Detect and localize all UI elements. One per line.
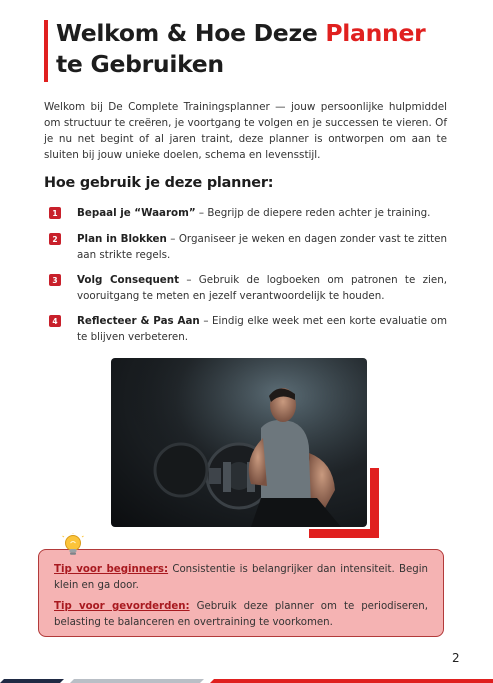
tip-text: Gebruik deze planner om te periodiseren, belasting te balanceren en overtraining te voorkomen. bbox=[54, 601, 428, 628]
step-description: – Eindig elke week met een korte evaluatie om te blijven verbeteren. bbox=[77, 315, 447, 343]
step-description: – Organiseer je weken en dagen zonder vast te zitten aan strikte regels. bbox=[77, 233, 448, 261]
step-label: Volg Consequent bbox=[77, 274, 180, 286]
step-description: – Begrijp de diepere reden achter je training. bbox=[195, 207, 431, 219]
section-heading: Hoe gebruik je deze planner: bbox=[44, 175, 274, 191]
step-text bbox=[77, 272, 447, 304]
page-title bbox=[56, 18, 464, 80]
page-number: 2 bbox=[452, 651, 460, 665]
step-number-badge: 3 bbox=[49, 274, 61, 286]
page-title-block bbox=[44, 18, 464, 80]
step-number-badge: 2 bbox=[49, 233, 61, 245]
tip-label: Tip voor beginners: bbox=[54, 564, 169, 575]
step-label: Plan in Blokken bbox=[77, 233, 167, 245]
intro-paragraph: Welkom bij De Complete Trainingsplanner — jouw persoonlijke hulpmiddel om structuur te creëren, je voortgang te volgen en je successen te vieren. Of je nu net begint of al jaren traint, deze planner is ontworpen om aan te sluiten bij jouw unieke doelen, schema en levensstijl. bbox=[44, 101, 447, 161]
tips-box bbox=[38, 549, 444, 637]
step-description: – Gebruik de logboeken om patronen te zien, vooruitgang te meten en jezelf verantwoordelijk te houden. bbox=[77, 274, 447, 302]
athlete-photo-illustration bbox=[111, 358, 367, 527]
lightbulb-icon bbox=[62, 533, 84, 559]
step-item bbox=[49, 231, 447, 263]
tip-label: Tip voor gevorderden: bbox=[54, 601, 190, 612]
step-text bbox=[77, 313, 447, 345]
step-text bbox=[77, 231, 447, 263]
athlete-photo bbox=[111, 358, 367, 527]
footer-stripe bbox=[0, 679, 493, 683]
photo-container bbox=[111, 358, 379, 538]
step-item bbox=[49, 313, 447, 345]
step-label: Bepaal je “Waarom” bbox=[77, 207, 196, 219]
step-label: Reflecteer & Pas Aan bbox=[77, 315, 200, 327]
step-number-badge: 1 bbox=[49, 207, 61, 219]
tip-beginners bbox=[54, 562, 428, 593]
photo-frame-accent-vertical bbox=[370, 468, 379, 538]
tip-text: Consistentie is belangrijker dan intensiteit. Begin klein en ga door. bbox=[54, 564, 428, 591]
step-number-badge: 4 bbox=[49, 315, 61, 327]
photo-frame-accent-horizontal bbox=[309, 529, 379, 538]
title-accent-bar bbox=[44, 20, 48, 82]
title-part-1: Welkom & Hoe Deze bbox=[56, 19, 326, 47]
step-item bbox=[49, 205, 447, 221]
step-item bbox=[49, 272, 447, 304]
title-accent-word: Planner bbox=[325, 19, 426, 47]
step-text bbox=[77, 205, 430, 221]
title-part-2: te Gebruiken bbox=[56, 50, 224, 78]
tip-advanced bbox=[54, 599, 428, 630]
